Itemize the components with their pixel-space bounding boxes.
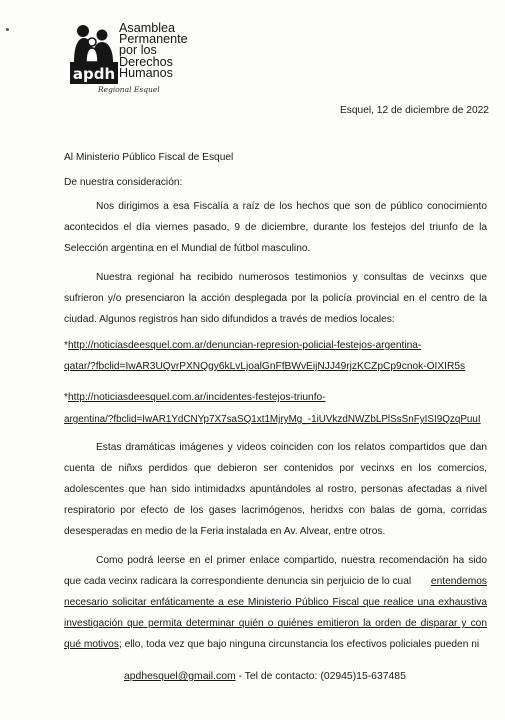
paragraph-line: Selección argentina en el Mundial de fútbol masculino.	[64, 243, 311, 254]
news-link-1-continuation[interactable]: qatar/?fbclid=IwAR3UQvrPXNQgy6kLvLjoalGnFfBWvEijNJJ49rjzKCZpCp9cnok-OIXIR5s	[64, 361, 466, 372]
link-url-line[interactable]: http://noticiasdeesquel.com.ar/denuncian-represion-policial-festejos-argentina-	[67, 340, 422, 351]
logo-organization-name	[119, 23, 188, 79]
footer-email-link[interactable]: apdhesquel@gmail.com	[124, 671, 236, 682]
logo-line: Permanente	[119, 32, 188, 47]
logo-line: Humanos	[119, 65, 173, 80]
paragraph-text: ; ello, toda vez que bajo ninguna circunstancia los efectivos policiales pueden ni	[118, 639, 480, 650]
paragraph-line: ciudad. Algunos registros han sido difundidos a través de medios locales:	[64, 314, 395, 325]
logo-line: por los	[119, 43, 157, 58]
paragraph-line: Nuestra regional ha recibido numerosos testimonios y consultas de vecinxs que	[96, 272, 487, 283]
paragraph-line: sufrieron y/o presenciaron la acción desplegada por la policía provincial en el centro de la	[64, 293, 487, 304]
link-url-line[interactable]: http://noticiasdeesquel.com.ar/incidentes-festejos-triunfo-	[67, 392, 326, 403]
apdh-logo	[70, 22, 220, 97]
paragraph-line: Como podrá leerse en el primer enlace compartido, nuestra recomendación ha sido	[96, 555, 487, 566]
paragraph-line: respiratorio por efecto de los gases lacrimógenos, heridxs con balas de goma, corridas	[64, 505, 487, 516]
news-link-1[interactable]	[64, 339, 421, 352]
paragraph-line: Estas dramáticas imágenes y videos coinciden con los relatos compartidos que dan	[96, 442, 487, 453]
paragraph-line: adolescentes que han sido intimidadxs apuntándoles al rostro, personas afectadas a nivel	[64, 484, 487, 495]
logo-regional-subtitle: Regional Esquel	[98, 85, 160, 94]
logo-line: Asamblea	[119, 21, 176, 35]
paragraph-line: cuenta de niñxs perdidos que debieron ser contenidos por vecinxs en los comercios,	[64, 463, 487, 474]
paragraph-line: acontecidos el día viernes pasado, 9 de diciembre, durante los festejos del triunfo de la	[64, 222, 487, 233]
paragraph-line: desesperadas en medio de la Feria instalada en Av. Alvear, entre otros.	[64, 526, 386, 537]
paragraph-text: que cada vecinx radicara la correspondiente denuncia sin perjuicio de lo cual	[64, 576, 412, 587]
paragraph-line	[64, 638, 479, 651]
emphasis-line: investigación que permita determinar quién o quiénes emitieron la orden de disparar y con	[64, 618, 487, 629]
news-link-2-continuation[interactable]: argentina/?fbclid=IwAR1YdCNYp7X7saSQ1xt1MjryMg_-1iUVkzdNWZbLPlSsSnFyISI9QzqPuuI	[64, 414, 481, 425]
apdh-abbr: apdh	[72, 65, 116, 83]
link-bullet: *	[64, 392, 68, 403]
footer-contact	[124, 670, 406, 683]
footer-phone: - Tel de contacto: (02945)15-637485	[235, 671, 406, 682]
paragraph-line: Nos dirigimos a esa Fiscalía a raíz de los hechos que son de público conocimiento	[96, 201, 487, 212]
emphasis-text: entendemos	[430, 576, 487, 587]
apdh-figures-emblem	[70, 22, 118, 84]
emphasis-line: necesario solicitar enfáticamente a ese Ministerio Público Fiscal que realice una exhaustiva	[64, 597, 487, 608]
stray-mark	[6, 28, 9, 31]
paragraph-line	[64, 575, 487, 588]
greeting: De nuestra consideración:	[64, 177, 183, 188]
news-link-2[interactable]	[64, 391, 326, 404]
addressee: Al Ministerio Público Fiscal de Esquel	[64, 152, 234, 163]
logo-line: Derechos	[119, 54, 173, 69]
link-bullet: *	[64, 340, 68, 351]
emphasis-text: qué motivos	[64, 639, 119, 650]
letter-date: Esquel, 12 de diciembre de 2022	[340, 105, 489, 116]
